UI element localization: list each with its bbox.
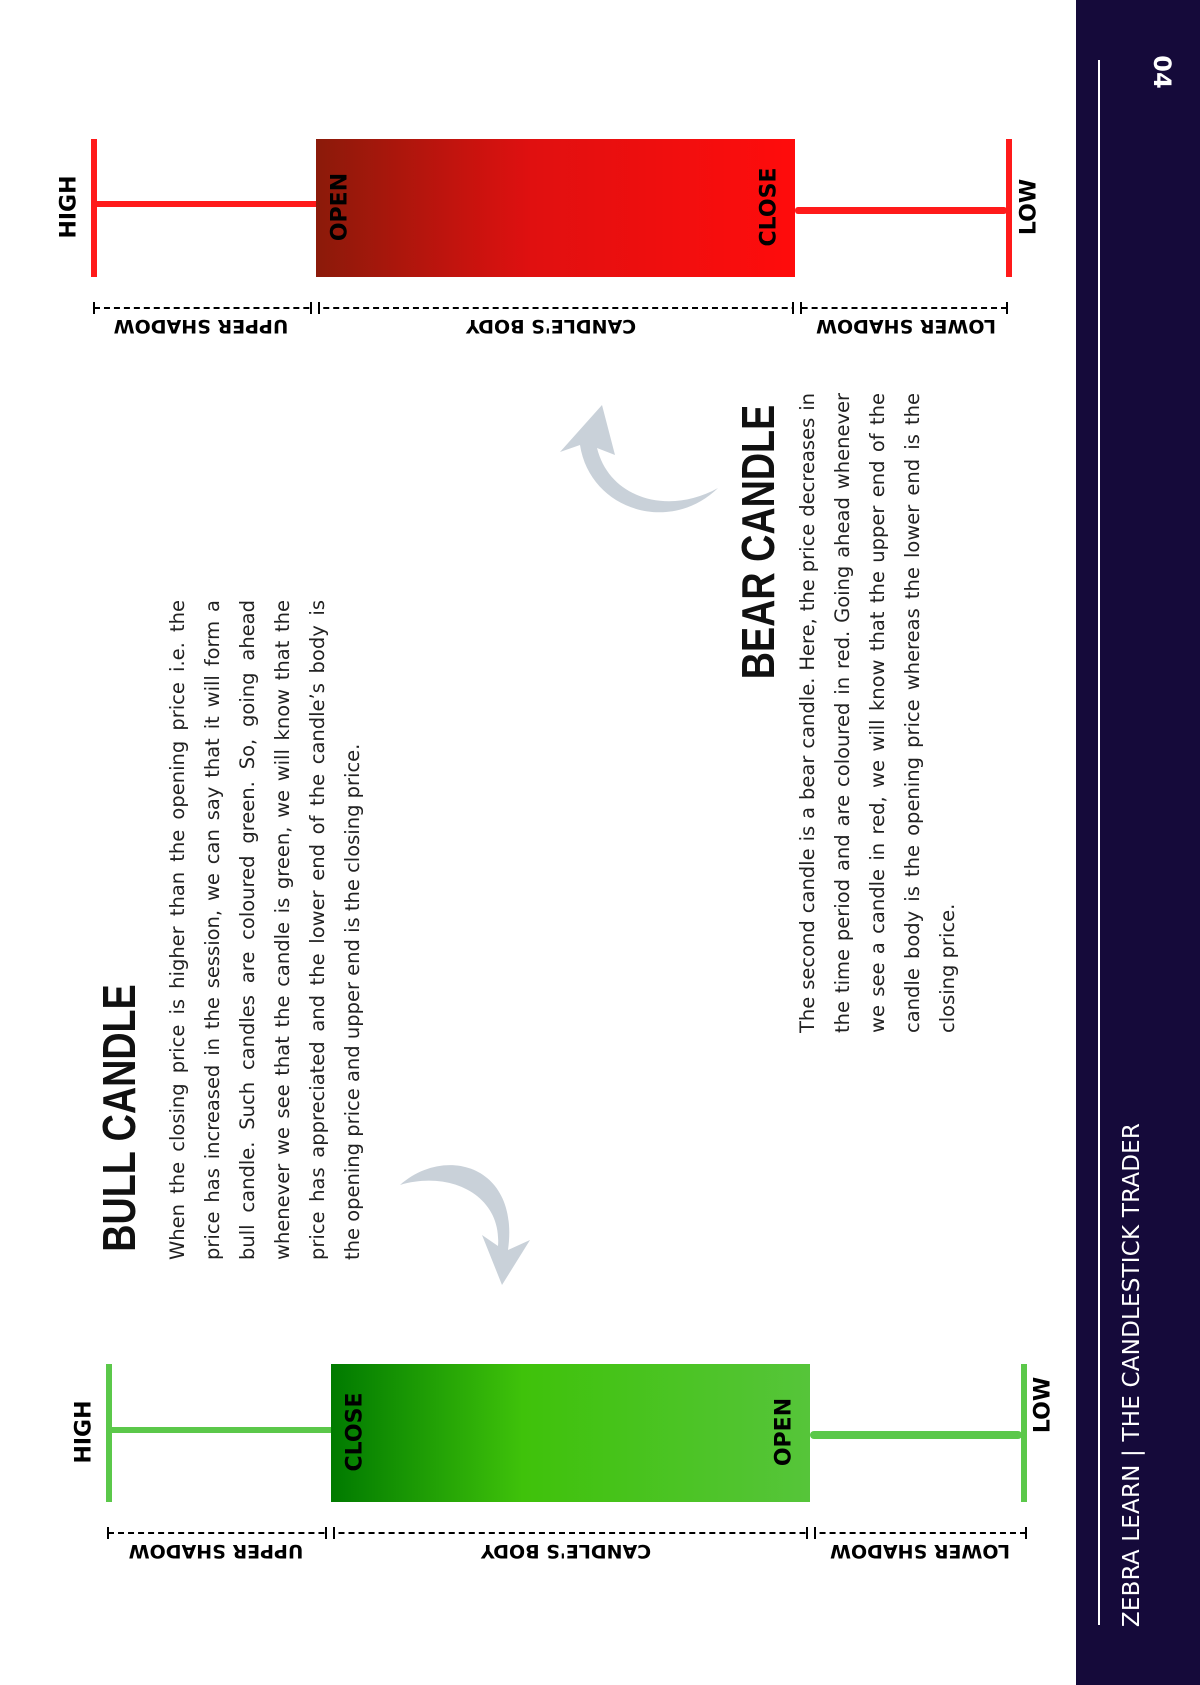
bear-upper-shadow-line — [94, 201, 316, 207]
bear-dim-tick — [1006, 302, 1008, 314]
bull-candle-body — [331, 1364, 810, 1502]
bear-open-label: OPEN — [327, 172, 353, 242]
bull-high-label: HIGH — [71, 1400, 97, 1464]
footer-strip — [1076, 0, 1200, 1685]
bull-dim-tick — [107, 1527, 109, 1539]
page-number: 04 — [1148, 55, 1176, 89]
bull-title: BULL CANDLE — [93, 984, 145, 1252]
bull-low-label: LOW — [1030, 1376, 1056, 1434]
bull-open-label: OPEN — [771, 1397, 797, 1467]
bull-lower-shadow-line — [810, 1431, 1022, 1439]
bear-lower-shadow-label: LOWER SHADOW — [816, 315, 996, 337]
bear-description: The second candle is a bear candle. Here, the price decreases in the time period and are coloured in red. Going ahead whenever we see a candle in red, we will know that the upper end of the candle body is the opening price whereas the lower end is the closing price. — [796, 393, 959, 1033]
bear-title: BEAR CANDLE — [732, 404, 784, 680]
bear-low-label: LOW — [1016, 178, 1042, 236]
bear-high-label: HIGH — [56, 175, 82, 239]
bear-body-label: CANDLE'S BODY — [465, 315, 637, 337]
bull-upper-shadow-line — [109, 1427, 331, 1433]
bear-dim-tick — [93, 302, 95, 314]
bear-curved-arrow-icon — [550, 400, 720, 530]
bear-candle-body — [316, 139, 795, 277]
bull-dim-tick — [1025, 1527, 1027, 1539]
bear-low-tick — [1006, 139, 1012, 277]
footer-title: ZEBRA LEARN | THE CANDLESTICK TRADER — [1119, 1122, 1145, 1628]
bear-upper-shadow-label: UPPER SHADOW — [113, 315, 289, 337]
bull-close-label: CLOSE — [342, 1392, 368, 1472]
bull-curved-arrow-icon — [390, 1150, 570, 1290]
bear-dim-tick — [318, 302, 320, 314]
bear-dimension-line — [94, 307, 1007, 309]
bear-close-label: CLOSE — [756, 167, 782, 247]
bear-high-tick — [91, 139, 97, 277]
bull-low-tick — [1021, 1364, 1027, 1502]
bull-high-tick — [106, 1364, 112, 1502]
bear-dim-tick — [800, 302, 802, 314]
bull-dim-tick — [333, 1527, 335, 1539]
bull-dimension-line — [108, 1532, 1026, 1534]
bull-lower-shadow-label: LOWER SHADOW — [830, 1540, 1010, 1562]
strip-divider — [1098, 60, 1100, 1625]
bull-dim-tick — [814, 1527, 816, 1539]
bull-description: When the closing price is higher than the opening price i.e. the price has increased in the session, we can say that it will form a bull candle. Such candles are coloured green. So, going ahead whenever we see that the candle is green, we will know that the price has appreciated and the lower end of the candle’s body is the opening price and upper end is the closing price. — [166, 600, 364, 1260]
bull-body-label: CANDLE'S BODY — [480, 1540, 652, 1562]
bear-lower-shadow-line — [795, 207, 1007, 214]
bull-upper-shadow-label: UPPER SHADOW — [128, 1540, 304, 1562]
